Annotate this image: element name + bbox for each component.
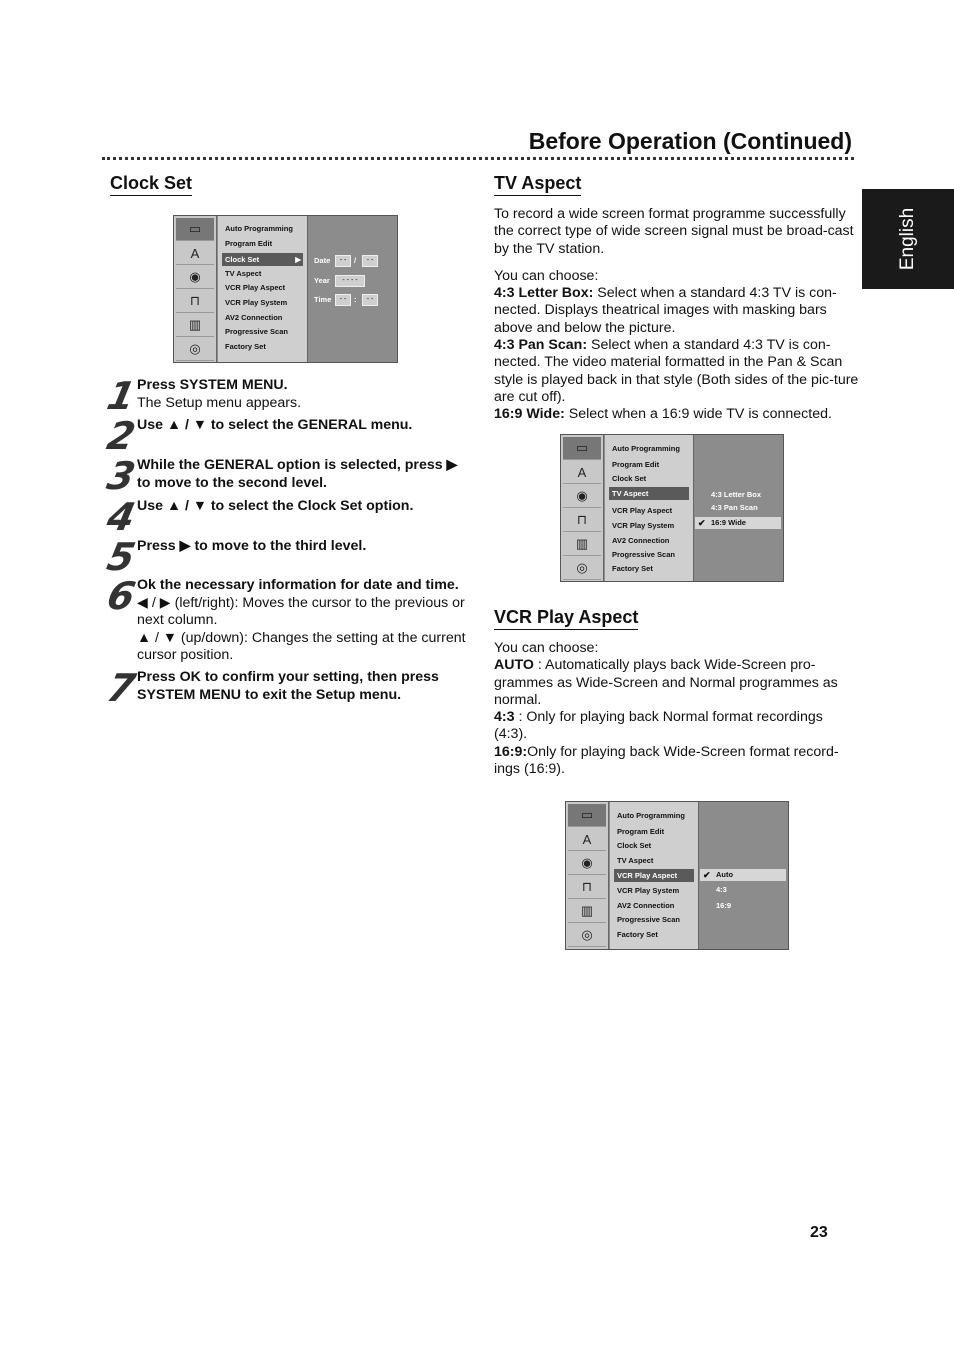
menu-item-vcr-play-system[interactable]: VCR Play System xyxy=(612,521,675,530)
tv-aspect-body xyxy=(494,206,859,424)
tv-aspect-option xyxy=(494,285,859,337)
menu-item-vcr-play-aspect[interactable]: VCR Play Aspect xyxy=(225,283,286,292)
tv-aspect-option xyxy=(494,406,859,423)
option-letter-box[interactable]: 4:3 Letter Box xyxy=(711,490,762,499)
step-detail: ▲ / ▼ (up/down): Changes the setting at the current cursor position. xyxy=(137,629,466,664)
menu-item-clock-set[interactable] xyxy=(222,253,303,266)
menu-item-program-edit[interactable]: Program Edit xyxy=(612,460,660,469)
step-2 xyxy=(137,417,472,435)
menu-item-list xyxy=(218,216,308,362)
option-auto[interactable] xyxy=(700,869,786,881)
option-desc: Select when a 16:9 wide TV is connected. xyxy=(564,406,832,423)
lock-icon: ⊓ xyxy=(563,509,601,532)
menu-item-clock-set[interactable]: Clock Set xyxy=(617,841,652,850)
tv-icon: ▭ xyxy=(568,804,606,827)
menu-item-vcr-play-aspect[interactable]: VCR Play Aspect xyxy=(614,869,694,882)
menu-item-label: Clock Set xyxy=(225,255,260,264)
option-label: Auto xyxy=(716,870,734,879)
option-pan-scan[interactable]: 4:3 Pan Scan xyxy=(711,503,758,512)
menu-item-program-edit[interactable]: Program Edit xyxy=(225,239,273,248)
step-5 xyxy=(137,538,472,556)
vcr-play-aspect-body xyxy=(494,640,859,778)
menu-item-tv-aspect[interactable]: TV Aspect xyxy=(609,487,689,500)
menu-item-tv-aspect[interactable]: TV Aspect xyxy=(617,856,654,865)
menu-item-list xyxy=(610,802,699,949)
vcr-you-can-choose: You can choose: xyxy=(494,640,599,656)
lock-icon: ⊓ xyxy=(176,290,214,313)
menu-item-vcr-play-aspect[interactable]: VCR Play Aspect xyxy=(612,506,673,515)
step-instruction: Press SYSTEM MENU. xyxy=(137,377,288,393)
menu-item-progressive-scan[interactable]: Progressive Scan xyxy=(612,550,675,559)
page-number: 23 xyxy=(810,1224,828,1241)
arrow-right-icon: ▶ xyxy=(295,255,301,264)
audio-icon: ◉ xyxy=(563,485,601,508)
option-label: 16:9 Wide xyxy=(711,518,746,527)
film-icon: ▥ xyxy=(176,314,214,337)
menu-item-av2-connection[interactable]: AV2 Connection xyxy=(225,313,283,322)
menu-icon-column xyxy=(566,802,609,949)
option-desc: : Automatically plays back Wide-Screen pro-grammes as Wide-Screen and Normal programmes as normal. xyxy=(494,657,838,708)
step-number: 6 xyxy=(103,574,140,618)
step-number: 3 xyxy=(103,454,140,498)
language-tab-label: English xyxy=(897,207,918,271)
disc-icon: ◎ xyxy=(563,557,601,580)
time-hour-field[interactable]: - - xyxy=(335,294,351,306)
option-desc: Only for playing back Wide-Screen format record-ings (16:9). xyxy=(494,743,839,778)
option-16-9[interactable]: 16:9 xyxy=(716,901,732,910)
disc-icon: ◎ xyxy=(568,924,606,947)
step-1 xyxy=(137,377,472,412)
page-title: Before Operation (Continued) xyxy=(528,128,852,154)
title-divider xyxy=(102,157,854,160)
film-icon: ▥ xyxy=(563,533,601,556)
year-label: Year xyxy=(314,276,330,285)
option-term: AUTO xyxy=(494,657,534,674)
option-desc: Select when a standard 4:3 TV is con-nected. The video material formatted in the Pan & Scan style is played back in that style (Both sides of the pic-ture are cut off). xyxy=(494,337,859,405)
option-term: 4:3 xyxy=(494,709,515,726)
language-icon: A xyxy=(563,461,601,484)
time-minute-field[interactable]: - - xyxy=(362,294,378,306)
time-label: Time xyxy=(314,295,332,304)
step-6 xyxy=(137,577,472,665)
audio-icon: ◉ xyxy=(568,852,606,875)
option-desc: Select when a standard 4:3 TV is con-nected. Displays theatrical images with masking bars above and below the picture. xyxy=(494,285,837,336)
menu-item-program-edit[interactable]: Program Edit xyxy=(617,827,665,836)
menu-item-auto-programming[interactable]: Auto Programming xyxy=(225,224,293,233)
tv-aspect-option xyxy=(494,337,859,406)
language-icon: A xyxy=(176,242,214,265)
menu-icon-column xyxy=(174,216,217,362)
step-3 xyxy=(137,457,472,492)
disc-icon: ◎ xyxy=(176,338,214,361)
menu-item-factory-set[interactable]: Factory Set xyxy=(225,342,266,351)
date-day-field[interactable]: - - xyxy=(335,255,351,267)
step-instruction: Press OK to confirm your setting, then press SYSTEM MENU to exit the Setup menu. xyxy=(137,669,439,703)
option-term: 16:9 Wide: xyxy=(494,406,565,423)
language-icon: A xyxy=(568,828,606,851)
option-term: 4:3 Pan Scan: xyxy=(494,337,588,354)
menu-item-clock-set[interactable]: Clock Set xyxy=(612,474,647,483)
vcr-play-aspect-menu-screen xyxy=(565,801,789,950)
menu-icon-column xyxy=(561,435,604,581)
option-4-3[interactable]: 4:3 xyxy=(716,885,727,894)
clock-set-menu-screen xyxy=(173,215,398,363)
vcr-play-aspect-heading: VCR Play Aspect xyxy=(494,607,638,630)
vcr-option xyxy=(494,709,859,744)
step-instruction: While the GENERAL option is selected, press ▶ to move to the second level. xyxy=(137,457,458,491)
step-number: 5 xyxy=(103,535,140,579)
date-label: Date xyxy=(314,256,331,265)
option-desc: : Only for playing back Normal format recordings (4:3). xyxy=(494,709,823,743)
menu-item-av2-connection[interactable]: AV2 Connection xyxy=(612,536,670,545)
language-tab xyxy=(862,189,954,289)
menu-item-list xyxy=(605,435,694,581)
step-instruction: Use ▲ / ▼ to select the Clock Set option. xyxy=(137,498,414,514)
date-separator: / xyxy=(354,256,357,265)
menu-item-tv-aspect[interactable]: TV Aspect xyxy=(225,269,262,278)
menu-item-auto-programming[interactable]: Auto Programming xyxy=(612,444,680,453)
step-detail: The Setup menu appears. xyxy=(137,394,302,411)
option-term: 16:9: xyxy=(494,743,528,760)
tv-aspect-menu-screen xyxy=(560,434,784,582)
menu-item-factory-set[interactable]: Factory Set xyxy=(612,564,653,573)
step-number: 7 xyxy=(103,666,140,710)
date-month-field[interactable]: - - xyxy=(362,255,378,267)
step-detail: ◀ / ▶ (left/right): Moves the cursor to the previous or next column. xyxy=(137,594,465,629)
tv-aspect-you-can-choose: You can choose: xyxy=(494,267,599,284)
menu-item-factory-set[interactable]: Factory Set xyxy=(617,930,658,939)
menu-item-progressive-scan[interactable]: Progressive Scan xyxy=(617,915,680,924)
menu-item-auto-programming[interactable]: Auto Programming xyxy=(617,811,685,820)
film-icon: ▥ xyxy=(568,900,606,923)
tv-icon: ▭ xyxy=(176,218,214,241)
menu-item-av2-connection[interactable]: AV2 Connection xyxy=(617,901,675,910)
year-field[interactable]: - - - - xyxy=(335,275,365,287)
step-number: 4 xyxy=(103,495,140,539)
lock-icon: ⊓ xyxy=(568,876,606,899)
step-instruction: Ok the necessary information for date and time. xyxy=(137,577,459,593)
step-4 xyxy=(137,498,472,516)
step-instruction: Press ▶ to move to the third level. xyxy=(137,538,367,554)
check-icon: ✔ xyxy=(698,518,706,528)
tv-aspect-heading: TV Aspect xyxy=(494,173,581,196)
tv-aspect-intro: To record a wide screen format programme successfully the correct type of wide screen signal must be broad-cast by the TV station. xyxy=(494,206,854,257)
audio-icon: ◉ xyxy=(176,266,214,289)
tv-icon: ▭ xyxy=(563,437,601,460)
step-instruction: Use ▲ / ▼ to select the GENERAL menu. xyxy=(137,417,413,433)
menu-item-vcr-play-system[interactable]: VCR Play System xyxy=(617,886,680,895)
option-term: 4:3 Letter Box: xyxy=(494,285,594,302)
check-icon: ✔ xyxy=(703,870,711,880)
vcr-option xyxy=(494,657,859,709)
vcr-option xyxy=(494,744,859,779)
step-7 xyxy=(137,669,472,704)
step-number: 1 xyxy=(103,374,140,418)
menu-item-progressive-scan[interactable]: Progressive Scan xyxy=(225,327,288,336)
time-separator: : xyxy=(354,295,357,304)
option-16-9-wide[interactable] xyxy=(695,517,781,529)
clock-set-heading: Clock Set xyxy=(110,173,192,196)
step-number: 2 xyxy=(103,414,140,458)
menu-item-vcr-play-system[interactable]: VCR Play System xyxy=(225,298,288,307)
